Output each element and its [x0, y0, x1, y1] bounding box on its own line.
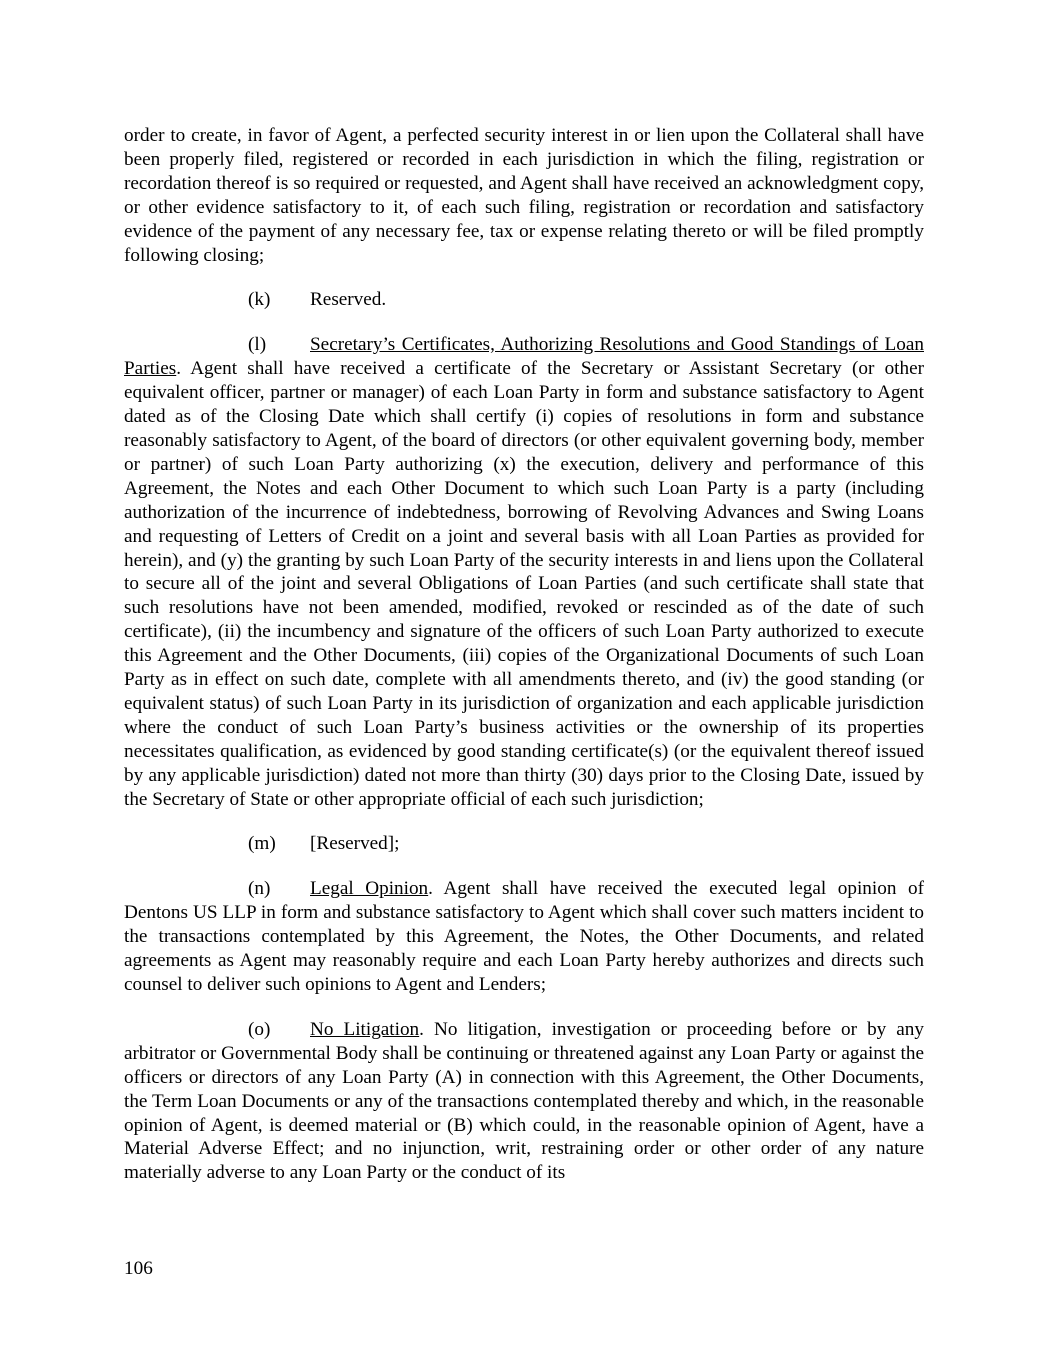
paragraph-m-label: (m): [248, 833, 276, 855]
paragraph-m-text: [Reserved];: [310, 833, 400, 855]
paragraph-o-label: (o): [248, 1018, 271, 1040]
paragraph-n-heading: Legal Opinion: [310, 878, 429, 900]
paragraph-n-text: . Agent shall have received the executed legal opinion of Dentons US LLP in form and substance satisfactory to Agent which shall cover such matters incident to the transactions contemplated by this Agreement, the Notes, the Other Documents, and related agreements as Agent may reasonably require and each Loan Party hereby authorizes and directs such counsel to deliver such opinions to Agent and Lenders;: [124, 878, 924, 995]
page-number: 106: [124, 1258, 153, 1279]
paragraph-o: [124, 1018, 924, 1185]
paragraph-l-label: (l): [248, 334, 267, 356]
document-body: [124, 124, 924, 1185]
paragraph-j-continued: order to create, in favor of Agent, a perfected security interest in or lien upon the Collateral shall have been properly filed, registered or recorded in each jurisdiction in which the filing, registration or recordation thereof is so required or requested, and Agent shall have received an acknowledgment copy, or other evidence satisfactory to it, of each such filing, registration or recordation and satisfactory evidence of the payment of any necessary fee, tax or expense relating thereto or will be filed promptly following closing;: [124, 125, 924, 266]
paragraph-o-text: . No litigation, investigation or proceeding before or by any arbitrator or Governmental Body shall be continuing or threatened against any Loan Party or against the officers or directors of any Loan Party (A) in connection with this Agreement, the Other Documents, the Term Loan Documents or any of the transactions contemplated thereby and which, in the reasonable opinion of Agent, is deemed material or (B) which could, in the reasonable opinion of Agent, have a Material Adverse Effect; and no injunction, writ, restraining order or other order of any nature materially adverse to any Loan Party or the conduct of its: [124, 1018, 924, 1184]
paragraph-m: [124, 832, 924, 856]
paragraph-l-heading: Secretary’s Certificates, Authorizing Resolutions and Good Standings of Loan Parties: [124, 334, 924, 380]
paragraph-n: [124, 877, 924, 997]
paragraph-k-text: Reserved.: [310, 289, 387, 311]
paragraph-o-heading: No Litigation: [310, 1018, 420, 1040]
paragraph-n-label: (n): [248, 878, 271, 900]
paragraph-l-text: . Agent shall have received a certificate of the Secretary or Assistant Secretary (or other equivalent officer, partner or manager) of each Loan Party in form and substance satisfactory to Agent dated as of the Closing Date which shall certify (i) copies of resolutions in form and substance reasonably satisfactory to Agent, of the board of directors (or other equivalent governing body, member or partner) of such Loan Party authorizing (x) the execution, delivery and performance of this Agreement, the Notes and each Other Document to which such Loan Party is a party (including authorization of the incurrence of indebtedness, borrowing of Revolving Advances and Swing Loans and requesting of Letters of Credit on a joint and several basis with all Loan Parties as provided for herein), and (y) the granting by such Loan Party of the security interests in and liens upon the Collateral to secure all of the joint and several Obligations of Loan Parties (and such certificate shall state that such resolutions have not been amended, modified, revoked or rescinded as of the date of such certificate), (ii) the incumbency and signature of the officers of such Loan Party authorized to execute this Agreement and the Other Documents, (iii) copies of the Organizational Documents of such Loan Party as in effect on such date, complete with all amendments thereto, and (iv) the good standing (or equivalent status) of such Loan Party in its jurisdiction of organization and each applicable jurisdiction where the conduct of such Loan Party’s business activities or the ownership of its properties necessitates qualification, as evidenced by good standing certificate(s) (or the equivalent thereof issued by any applicable jurisdiction) dated not more than thirty (30) days prior to the Closing Date, issued by the Secretary of State or other appropriate official of each such jurisdiction;: [124, 358, 924, 810]
paragraph-l: [124, 333, 924, 811]
paragraph-k: [124, 288, 924, 312]
paragraph-k-label: (k): [248, 289, 271, 311]
